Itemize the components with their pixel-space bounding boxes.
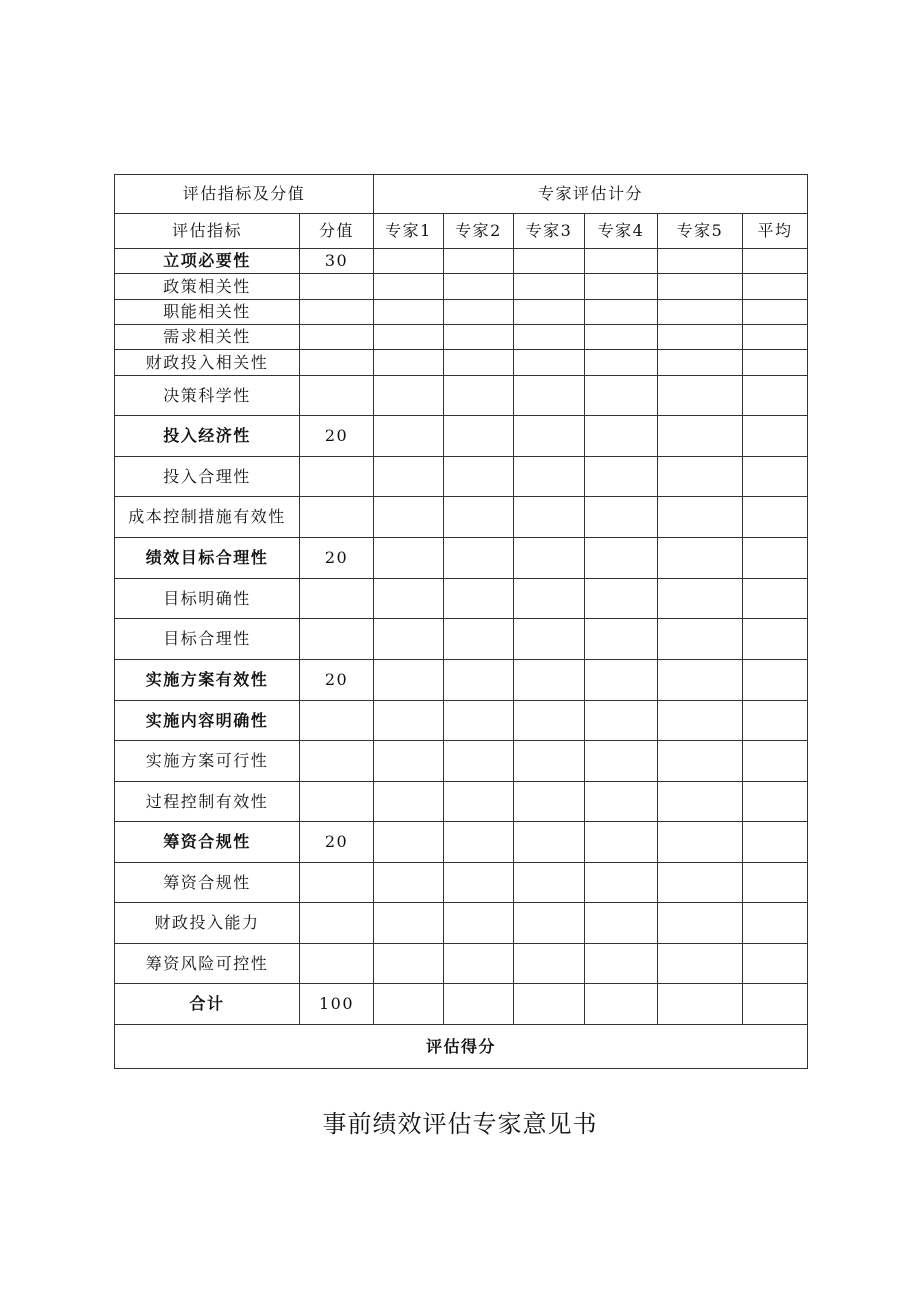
- indicator-name: 财政投入相关性: [115, 350, 300, 376]
- indicator-score: [300, 701, 374, 741]
- expert-2-score-cell[interactable]: [444, 538, 514, 579]
- table-row: [115, 249, 808, 274]
- expert-2-score-cell[interactable]: [444, 984, 514, 1025]
- indicator-score: [300, 350, 374, 376]
- total-score-row: [115, 1025, 808, 1069]
- expert-1-score-cell[interactable]: [374, 325, 444, 350]
- expert-1-score-cell[interactable]: [374, 249, 444, 274]
- expert-2-score-cell[interactable]: [444, 300, 514, 325]
- expert-3-score-cell[interactable]: [514, 741, 585, 782]
- indicator-score: [300, 376, 374, 416]
- indicator-name: 绩效目标合理性: [115, 538, 300, 579]
- average-score-cell[interactable]: [743, 497, 808, 538]
- expert-1-score-cell[interactable]: [374, 300, 444, 325]
- table-row: [115, 538, 808, 579]
- indicator-score: [300, 579, 374, 619]
- indicator-name: 需求相关性: [115, 325, 300, 350]
- average-score-cell[interactable]: [743, 376, 808, 416]
- expert-5-score-cell[interactable]: [658, 863, 743, 903]
- indicator-name: 筹资风险可控性: [115, 944, 300, 984]
- table-row: [115, 300, 808, 325]
- expert-3-score-cell[interactable]: [514, 579, 585, 619]
- expert-1-score-cell[interactable]: [374, 619, 444, 660]
- column-expert-3: 专家3: [514, 214, 585, 249]
- table-row: [115, 350, 808, 376]
- table-row: [115, 822, 808, 863]
- indicator-name: 筹资合规性: [115, 822, 300, 863]
- average-score-cell[interactable]: [743, 300, 808, 325]
- expert-4-score-cell[interactable]: [585, 497, 658, 538]
- indicator-score: 20: [300, 660, 374, 701]
- document-title: 事前绩效评估专家意见书: [322, 1110, 598, 1138]
- expert-4-score-cell[interactable]: [585, 350, 658, 376]
- expert-3-score-cell[interactable]: [514, 822, 585, 863]
- header-row-1: [115, 175, 808, 214]
- expert-2-score-cell[interactable]: [444, 741, 514, 782]
- expert-5-score-cell[interactable]: [658, 741, 743, 782]
- expert-5-score-cell[interactable]: [658, 538, 743, 579]
- indicator-score: [300, 782, 374, 822]
- indicator-score: 20: [300, 416, 374, 457]
- table-rows: [115, 249, 808, 1025]
- expert-5-score-cell[interactable]: [658, 325, 743, 350]
- expert-3-score-cell[interactable]: [514, 325, 585, 350]
- expert-5-score-cell[interactable]: [658, 376, 743, 416]
- table-row: [115, 325, 808, 350]
- expert-2-score-cell[interactable]: [444, 903, 514, 944]
- expert-2-score-cell[interactable]: [444, 350, 514, 376]
- indicator-score: [300, 300, 374, 325]
- expert-5-score-cell[interactable]: [658, 300, 743, 325]
- expert-3-score-cell[interactable]: [514, 782, 585, 822]
- expert-1-score-cell[interactable]: [374, 903, 444, 944]
- total-score-label: 评估得分: [115, 1025, 808, 1069]
- expert-1-score-cell[interactable]: [374, 660, 444, 701]
- indicator-name: 目标明确性: [115, 579, 300, 619]
- indicator-name: 筹资合规性: [115, 863, 300, 903]
- average-score-cell[interactable]: [743, 274, 808, 300]
- expert-5-score-cell[interactable]: [658, 416, 743, 457]
- expert-3-score-cell[interactable]: [514, 300, 585, 325]
- table-row: [115, 741, 808, 782]
- average-score-cell[interactable]: [743, 741, 808, 782]
- indicator-name: 投入经济性: [115, 416, 300, 457]
- indicator-score: 20: [300, 822, 374, 863]
- expert-5-score-cell[interactable]: [658, 457, 743, 497]
- indicator-score: [300, 903, 374, 944]
- indicator-score: [300, 863, 374, 903]
- table-row: [115, 903, 808, 944]
- expert-2-score-cell[interactable]: [444, 457, 514, 497]
- table-row: [115, 701, 808, 741]
- indicator-name: 目标合理性: [115, 619, 300, 660]
- expert-5-score-cell[interactable]: [658, 782, 743, 822]
- expert-3-score-cell[interactable]: [514, 249, 585, 274]
- column-score: 分值: [300, 214, 374, 249]
- expert-3-score-cell[interactable]: [514, 984, 585, 1025]
- expert-4-score-cell[interactable]: [585, 416, 658, 457]
- expert-5-score-cell[interactable]: [658, 701, 743, 741]
- expert-2-score-cell[interactable]: [444, 660, 514, 701]
- indicator-name: 决策科学性: [115, 376, 300, 416]
- column-expert-4: 专家4: [585, 214, 658, 249]
- expert-3-score-cell[interactable]: [514, 457, 585, 497]
- indicator-name: 合计: [115, 984, 300, 1025]
- average-score-cell[interactable]: [743, 701, 808, 741]
- table-row: [115, 457, 808, 497]
- average-score-cell[interactable]: [743, 984, 808, 1025]
- expert-4-score-cell[interactable]: [585, 538, 658, 579]
- expert-3-score-cell[interactable]: [514, 274, 585, 300]
- indicator-name: 投入合理性: [115, 457, 300, 497]
- expert-4-score-cell[interactable]: [585, 822, 658, 863]
- expert-1-score-cell[interactable]: [374, 782, 444, 822]
- expert-4-score-cell[interactable]: [585, 300, 658, 325]
- expert-4-score-cell[interactable]: [585, 660, 658, 701]
- indicator-name: 实施内容明确性: [115, 701, 300, 741]
- expert-5-score-cell[interactable]: [658, 274, 743, 300]
- expert-5-score-cell[interactable]: [658, 497, 743, 538]
- column-expert-1: 专家1: [374, 214, 444, 249]
- header-row-2: [115, 214, 808, 249]
- expert-2-score-cell[interactable]: [444, 822, 514, 863]
- indicator-name: 实施方案可行性: [115, 741, 300, 782]
- average-score-cell[interactable]: [743, 538, 808, 579]
- expert-1-score-cell[interactable]: [374, 274, 444, 300]
- table-row: [115, 944, 808, 984]
- average-score-cell[interactable]: [743, 822, 808, 863]
- indicator-name: 实施方案有效性: [115, 660, 300, 701]
- expert-1-score-cell[interactable]: [374, 376, 444, 416]
- table-row: [115, 274, 808, 300]
- expert-5-score-cell[interactable]: [658, 660, 743, 701]
- expert-4-score-cell[interactable]: [585, 376, 658, 416]
- expert-4-score-cell[interactable]: [585, 701, 658, 741]
- indicator-name: 立项必要性: [115, 249, 300, 274]
- table-row: [115, 497, 808, 538]
- expert-3-score-cell[interactable]: [514, 538, 585, 579]
- total-row: [115, 984, 808, 1025]
- average-score-cell[interactable]: [743, 579, 808, 619]
- expert-4-score-cell[interactable]: [585, 863, 658, 903]
- average-score-cell[interactable]: [743, 863, 808, 903]
- column-average: 平均: [743, 214, 808, 249]
- indicator-name: 成本控制措施有效性: [115, 497, 300, 538]
- expert-1-score-cell[interactable]: [374, 497, 444, 538]
- header-expert-scoring: 专家评估计分: [374, 175, 808, 214]
- expert-1-score-cell[interactable]: [374, 863, 444, 903]
- column-expert-2: 专家2: [444, 214, 514, 249]
- indicator-score: [300, 944, 374, 984]
- expert-1-score-cell[interactable]: [374, 457, 444, 497]
- indicator-score: [300, 741, 374, 782]
- expert-2-score-cell[interactable]: [444, 579, 514, 619]
- expert-1-score-cell[interactable]: [374, 538, 444, 579]
- expert-5-score-cell[interactable]: [658, 944, 743, 984]
- table-row: [115, 619, 808, 660]
- indicator-score: [300, 497, 374, 538]
- average-score-cell[interactable]: [743, 249, 808, 274]
- expert-1-score-cell[interactable]: [374, 944, 444, 984]
- average-score-cell[interactable]: [743, 903, 808, 944]
- expert-3-score-cell[interactable]: [514, 416, 585, 457]
- indicator-score: 20: [300, 538, 374, 579]
- expert-2-score-cell[interactable]: [444, 944, 514, 984]
- header-indicator-score: 评估指标及分值: [115, 175, 374, 214]
- expert-4-score-cell[interactable]: [585, 984, 658, 1025]
- expert-2-score-cell[interactable]: [444, 782, 514, 822]
- expert-2-score-cell[interactable]: [444, 701, 514, 741]
- expert-1-score-cell[interactable]: [374, 984, 444, 1025]
- expert-3-score-cell[interactable]: [514, 619, 585, 660]
- table-row: [115, 579, 808, 619]
- expert-4-score-cell[interactable]: [585, 903, 658, 944]
- expert-2-score-cell[interactable]: [444, 274, 514, 300]
- average-score-cell[interactable]: [743, 325, 808, 350]
- expert-4-score-cell[interactable]: [585, 579, 658, 619]
- expert-3-score-cell[interactable]: [514, 350, 585, 376]
- indicator-name: 政策相关性: [115, 274, 300, 300]
- indicator-score: [300, 457, 374, 497]
- average-score-cell[interactable]: [743, 619, 808, 660]
- expert-1-score-cell[interactable]: [374, 579, 444, 619]
- expert-2-score-cell[interactable]: [444, 325, 514, 350]
- expert-3-score-cell[interactable]: [514, 701, 585, 741]
- column-indicator: 评估指标: [115, 214, 300, 249]
- expert-3-score-cell[interactable]: [514, 376, 585, 416]
- expert-3-score-cell[interactable]: [514, 660, 585, 701]
- expert-1-score-cell[interactable]: [374, 822, 444, 863]
- expert-2-score-cell[interactable]: [444, 376, 514, 416]
- table-row: [115, 782, 808, 822]
- expert-4-score-cell[interactable]: [585, 249, 658, 274]
- expert-3-score-cell[interactable]: [514, 497, 585, 538]
- indicator-score: 30: [300, 249, 374, 274]
- table-row: [115, 376, 808, 416]
- indicator-score: 100: [300, 984, 374, 1025]
- average-score-cell[interactable]: [743, 457, 808, 497]
- indicator-name: 财政投入能力: [115, 903, 300, 944]
- indicator-score: [300, 325, 374, 350]
- table-row: [115, 416, 808, 457]
- expert-4-score-cell[interactable]: [585, 457, 658, 497]
- evaluation-table: [114, 174, 808, 1069]
- expert-5-score-cell[interactable]: [658, 350, 743, 376]
- expert-4-score-cell[interactable]: [585, 782, 658, 822]
- expert-4-score-cell[interactable]: [585, 274, 658, 300]
- expert-1-score-cell[interactable]: [374, 741, 444, 782]
- indicator-score: [300, 274, 374, 300]
- average-score-cell[interactable]: [743, 350, 808, 376]
- expert-4-score-cell[interactable]: [585, 944, 658, 984]
- average-score-cell[interactable]: [743, 782, 808, 822]
- expert-4-score-cell[interactable]: [585, 741, 658, 782]
- expert-5-score-cell[interactable]: [658, 579, 743, 619]
- indicator-name: 过程控制有效性: [115, 782, 300, 822]
- average-score-cell[interactable]: [743, 660, 808, 701]
- expert-2-score-cell[interactable]: [444, 619, 514, 660]
- expert-5-score-cell[interactable]: [658, 984, 743, 1025]
- expert-2-score-cell[interactable]: [444, 863, 514, 903]
- expert-5-score-cell[interactable]: [658, 822, 743, 863]
- expert-3-score-cell[interactable]: [514, 903, 585, 944]
- expert-3-score-cell[interactable]: [514, 944, 585, 984]
- expert-5-score-cell[interactable]: [658, 903, 743, 944]
- table-row: [115, 660, 808, 701]
- expert-1-score-cell[interactable]: [374, 416, 444, 457]
- expert-5-score-cell[interactable]: [658, 619, 743, 660]
- expert-1-score-cell[interactable]: [374, 350, 444, 376]
- expert-1-score-cell[interactable]: [374, 701, 444, 741]
- expert-3-score-cell[interactable]: [514, 863, 585, 903]
- expert-2-score-cell[interactable]: [444, 249, 514, 274]
- column-expert-5: 专家5: [658, 214, 743, 249]
- indicator-name: 职能相关性: [115, 300, 300, 325]
- expert-2-score-cell[interactable]: [444, 497, 514, 538]
- average-score-cell[interactable]: [743, 416, 808, 457]
- expert-4-score-cell[interactable]: [585, 325, 658, 350]
- expert-2-score-cell[interactable]: [444, 416, 514, 457]
- table-row: [115, 863, 808, 903]
- expert-4-score-cell[interactable]: [585, 619, 658, 660]
- indicator-score: [300, 619, 374, 660]
- expert-5-score-cell[interactable]: [658, 249, 743, 274]
- average-score-cell[interactable]: [743, 944, 808, 984]
